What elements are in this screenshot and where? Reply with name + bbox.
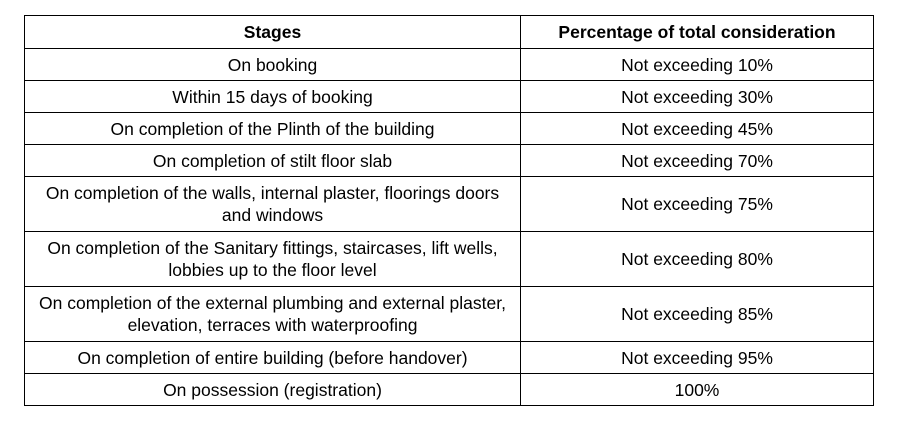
percentage-cell: Not exceeding 80% — [521, 232, 874, 287]
percentage-cell: Not exceeding 70% — [521, 145, 874, 177]
stage-cell: On completion of the walls, internal plaster, floorings doors and windows — [25, 177, 521, 232]
table-row — [25, 342, 874, 374]
table-header-row — [25, 16, 874, 49]
percentage-column-header: Percentage of total consideration — [521, 16, 874, 49]
stage-cell: On completion of stilt floor slab — [25, 145, 521, 177]
table-row — [25, 113, 874, 145]
percentage-cell: Not exceeding 95% — [521, 342, 874, 374]
table-row — [25, 145, 874, 177]
percentage-cell: Not exceeding 85% — [521, 287, 874, 342]
payment-schedule-table — [24, 15, 874, 406]
percentage-cell: 100% — [521, 374, 874, 406]
stage-cell: On possession (registration) — [25, 374, 521, 406]
table-row — [25, 374, 874, 406]
stage-cell: On completion of entire building (before handover) — [25, 342, 521, 374]
table-row — [25, 287, 874, 342]
table-row — [25, 81, 874, 113]
stages-column-header: Stages — [25, 16, 521, 49]
table-row — [25, 177, 874, 232]
percentage-cell: Not exceeding 30% — [521, 81, 874, 113]
table-row — [25, 232, 874, 287]
percentage-cell: Not exceeding 45% — [521, 113, 874, 145]
stage-cell: Within 15 days of booking — [25, 81, 521, 113]
percentage-cell: Not exceeding 75% — [521, 177, 874, 232]
table-row — [25, 49, 874, 81]
stage-cell: On completion of the external plumbing and external plaster, elevation, terraces with waterproofing — [25, 287, 521, 342]
stage-cell: On completion of the Sanitary fittings, staircases, lift wells, lobbies up to the floor level — [25, 232, 521, 287]
stage-cell: On booking — [25, 49, 521, 81]
percentage-cell: Not exceeding 10% — [521, 49, 874, 81]
stage-cell: On completion of the Plinth of the building — [25, 113, 521, 145]
